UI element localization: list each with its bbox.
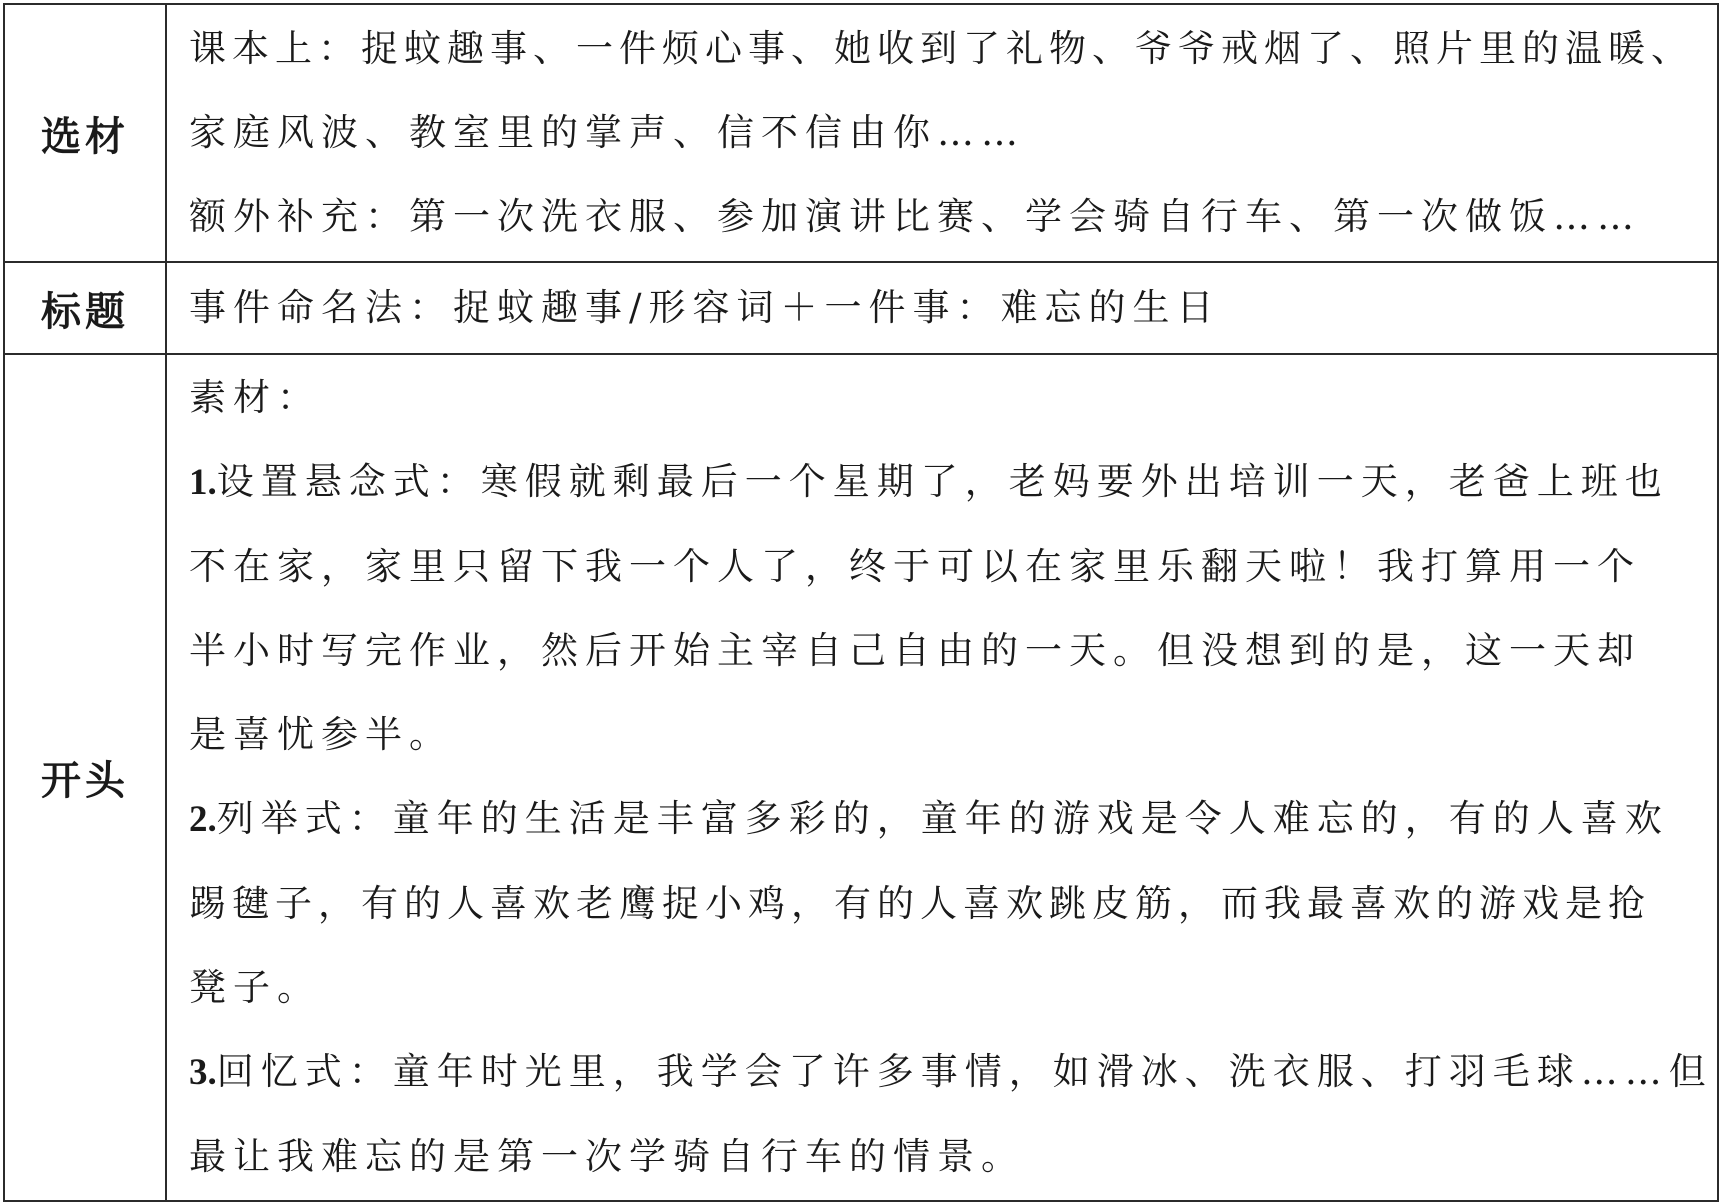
item-2-line: 2.列举式：童年的生活是丰富多彩的，童年的游戏是令人难忘的，有的人喜欢 <box>189 797 1669 840</box>
item-1-line: 1.设置悬念式：寒假就剩最后一个星期了，老妈要外出培训一天，老爸上班也 <box>189 460 1669 503</box>
item-number: 2. <box>189 799 217 840</box>
row-label-title: 标题 <box>4 262 166 354</box>
opening-intro: 素材： <box>189 376 321 419</box>
opening-content <box>166 354 1718 1201</box>
text-line: 课本上：捉蚊趣事、一件烦心事、她收到了礼物、爷爷戒烟了、照片里的温暖、 <box>189 27 1694 70</box>
row-label-opening: 开头 <box>4 354 166 1201</box>
text-line: 事件命名法：捉蚊趣事/形容词＋一件事：难忘的生日 <box>189 286 1221 329</box>
text-line: 半小时写完作业，然后开始主宰自己自由的一天。但没想到的是，这一天却 <box>189 629 1641 672</box>
text-line: 踢毽子，有的人喜欢老鹰捉小鸡，有的人喜欢跳皮筋，而我最喜欢的游戏是抢 <box>189 882 1651 925</box>
text-line: 不在家，家里只留下我一个人了，终于可以在家里乐翻天啦！我打算用一个 <box>189 545 1641 588</box>
text-line: 是喜忧参半。 <box>189 713 453 756</box>
text-line: 凳子。 <box>189 966 321 1009</box>
text-line: 家庭风波、教室里的掌声、信不信由你…… <box>189 111 1025 154</box>
item-number: 3. <box>189 1052 217 1093</box>
item-number: 1. <box>189 462 217 503</box>
row-opening <box>4 354 1718 1201</box>
row-label-material: 选材 <box>4 4 166 262</box>
text-line: 最让我难忘的是第一次学骑自行车的情景。 <box>189 1135 1025 1178</box>
text-line: 额外补充：第一次洗衣服、参加演讲比赛、学会骑自行车、第一次做饭…… <box>189 195 1641 238</box>
row-title <box>4 262 1718 354</box>
material-content <box>166 4 1718 262</box>
item-3-line: 3.回忆式：童年时光里，我学会了许多事情，如滑冰、洗衣服、打羽毛球……但 <box>189 1050 1713 1093</box>
row-material-selection <box>4 4 1718 262</box>
writing-guide-table <box>3 3 1719 1202</box>
title-content <box>166 262 1718 354</box>
